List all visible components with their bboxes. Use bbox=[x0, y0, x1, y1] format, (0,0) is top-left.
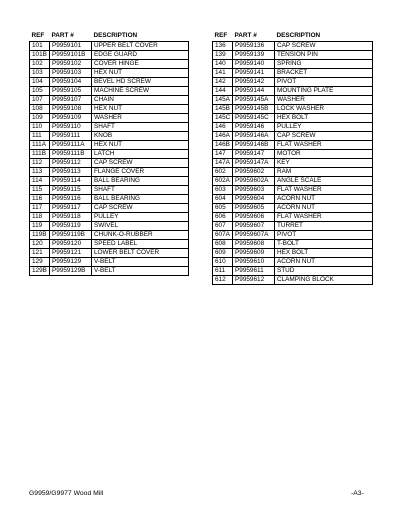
ref-cell: 104 bbox=[30, 78, 50, 87]
description-cell: CHUNK-O-RUBBER bbox=[92, 231, 189, 240]
description-cell: HEX NUT bbox=[92, 141, 189, 150]
ref-cell: 105 bbox=[30, 87, 50, 96]
table-row bbox=[213, 159, 373, 168]
part-number-cell: P9959113 bbox=[50, 168, 92, 177]
table-row bbox=[213, 204, 373, 213]
description-cell: LOCK WASHER bbox=[275, 105, 373, 114]
ref-cell: 115 bbox=[30, 186, 50, 195]
table-row bbox=[30, 87, 189, 96]
description-cell: BRACKET bbox=[275, 69, 373, 78]
description-cell: SPEED LABEL bbox=[92, 240, 189, 249]
part-number-cell: P9959136 bbox=[233, 42, 275, 51]
ref-cell: 602A bbox=[213, 177, 233, 186]
ref-cell: 119 bbox=[30, 222, 50, 231]
table-row bbox=[30, 186, 189, 195]
description-cell: HEX BOLT bbox=[275, 114, 373, 123]
ref-cell: 603 bbox=[213, 186, 233, 195]
ref-cell: 139 bbox=[213, 51, 233, 60]
ref-cell: 604 bbox=[213, 195, 233, 204]
part-number-cell: P9959117 bbox=[50, 204, 92, 213]
table-row bbox=[30, 213, 189, 222]
ref-cell: 610 bbox=[213, 258, 233, 267]
ref-cell: 607 bbox=[213, 222, 233, 231]
table-row bbox=[213, 276, 373, 285]
part-number-cell: P9959144 bbox=[233, 87, 275, 96]
ref-cell: 609 bbox=[213, 249, 233, 258]
table-row bbox=[30, 159, 189, 168]
parts-table-right bbox=[212, 30, 373, 285]
part-number-cell: P9959101 bbox=[50, 42, 92, 51]
part-number-cell: P9959102 bbox=[50, 60, 92, 69]
parts-table-header bbox=[30, 30, 189, 42]
description-cell: KEY bbox=[275, 159, 373, 168]
description-cell: PULLEY bbox=[275, 123, 373, 132]
description-cell: BALL BEARING bbox=[92, 177, 189, 186]
part-number-cell: P9959146B bbox=[233, 141, 275, 150]
part-number-cell: P9959115 bbox=[50, 186, 92, 195]
ref-cell: 108 bbox=[30, 105, 50, 114]
description-cell: LATCH bbox=[92, 150, 189, 159]
ref-cell: 117 bbox=[30, 204, 50, 213]
table-row bbox=[213, 213, 373, 222]
description-cell: CHAIN bbox=[92, 96, 189, 105]
description-cell: T-BOLT bbox=[275, 240, 373, 249]
ref-cell: 102 bbox=[30, 60, 50, 69]
ref-cell: 112 bbox=[30, 159, 50, 168]
table-row bbox=[213, 114, 373, 123]
description-cell: PIVOT bbox=[275, 231, 373, 240]
table-row bbox=[30, 177, 189, 186]
part-number-cell: P9959147A bbox=[233, 159, 275, 168]
part-number-column-header: PART # bbox=[51, 32, 74, 39]
part-number-cell: P9959103 bbox=[50, 69, 92, 78]
ref-cell: 147 bbox=[213, 150, 233, 159]
table-row bbox=[30, 51, 189, 60]
description-cell: ANGLE SCALE bbox=[275, 177, 373, 186]
table-row bbox=[213, 267, 373, 276]
ref-cell: 140 bbox=[213, 60, 233, 69]
table-row bbox=[30, 123, 189, 132]
description-cell: CLAMPING BLOCK bbox=[275, 276, 373, 285]
part-number-cell: P9959109 bbox=[50, 114, 92, 123]
table-row bbox=[213, 60, 373, 69]
ref-cell: 129B bbox=[30, 267, 50, 276]
description-column-header: DESCRIPTION bbox=[276, 32, 321, 39]
description-cell: UPPER BELT COVER bbox=[92, 42, 189, 51]
part-number-cell: P9959118 bbox=[50, 213, 92, 222]
ref-cell: 110 bbox=[30, 123, 50, 132]
ref-cell: 118 bbox=[30, 213, 50, 222]
ref-cell: 103 bbox=[30, 69, 50, 78]
header-row bbox=[30, 30, 189, 42]
part-number-cell: P9959608 bbox=[233, 240, 275, 249]
table-row bbox=[30, 168, 189, 177]
parts-table-body bbox=[30, 42, 189, 276]
description-cell: FLAT WASHER bbox=[275, 186, 373, 195]
part-number-column-header: PART # bbox=[234, 32, 257, 39]
part-number-cell: P9959101B bbox=[50, 51, 92, 60]
description-cell: HEX BOLT bbox=[275, 249, 373, 258]
table-row bbox=[213, 141, 373, 150]
footer-model-name: G9959/G9977 Wood Mill bbox=[29, 490, 104, 497]
table-row bbox=[213, 51, 373, 60]
ref-cell: 101B bbox=[30, 51, 50, 60]
ref-cell: 107 bbox=[30, 96, 50, 105]
parts-table-header bbox=[213, 30, 373, 42]
ref-cell: 146 bbox=[213, 123, 233, 132]
description-cell: MACHINE SCREW bbox=[92, 87, 189, 96]
table-row bbox=[30, 69, 189, 78]
ref-cell: 129 bbox=[30, 258, 50, 267]
part-number-cell: P9959116 bbox=[50, 195, 92, 204]
part-number-cell: P9959147 bbox=[233, 150, 275, 159]
description-cell: TENSION PIN bbox=[275, 51, 373, 60]
ref-cell: 146A bbox=[213, 132, 233, 141]
part-number-cell: P9959140 bbox=[233, 60, 275, 69]
description-cell: WASHER bbox=[275, 96, 373, 105]
ref-cell: 608 bbox=[213, 240, 233, 249]
part-number-cell: P9959145B bbox=[233, 105, 275, 114]
table-row bbox=[213, 177, 373, 186]
ref-cell: 136 bbox=[213, 42, 233, 51]
ref-cell: 606 bbox=[213, 213, 233, 222]
description-cell: MOUNTING PLATE bbox=[275, 87, 373, 96]
description-cell: CAP SCREW bbox=[275, 42, 373, 51]
description-cell: SPRING bbox=[275, 60, 373, 69]
table-row bbox=[213, 240, 373, 249]
table-row bbox=[30, 78, 189, 87]
description-cell: SWIVEL bbox=[92, 222, 189, 231]
ref-cell: 146B bbox=[213, 141, 233, 150]
description-cell: HEX NUT bbox=[92, 69, 189, 78]
description-cell: WASHER bbox=[92, 114, 189, 123]
table-row bbox=[213, 123, 373, 132]
description-cell: PULLEY bbox=[92, 213, 189, 222]
part-number-cell: P9959104 bbox=[50, 78, 92, 87]
part-number-cell: P9959110 bbox=[50, 123, 92, 132]
description-cell: ACORN NUT bbox=[275, 258, 373, 267]
description-cell: HEX NUT bbox=[92, 105, 189, 114]
description-cell: COVER HINGE bbox=[92, 60, 189, 69]
description-cell: FLAT WASHER bbox=[275, 141, 373, 150]
ref-cell: 113 bbox=[30, 168, 50, 177]
part-number-cell: P9959606 bbox=[233, 213, 275, 222]
part-number-cell: P9959609 bbox=[233, 249, 275, 258]
ref-cell: 612 bbox=[213, 276, 233, 285]
part-number-cell: P9959119B bbox=[50, 231, 92, 240]
table-row bbox=[213, 222, 373, 231]
table-row bbox=[30, 60, 189, 69]
description-cell: BEVEL HD SCREW bbox=[92, 78, 189, 87]
table-row bbox=[213, 186, 373, 195]
description-cell: ACORN NUT bbox=[275, 195, 373, 204]
table-row bbox=[30, 132, 189, 141]
table-row bbox=[30, 267, 189, 276]
table-row bbox=[213, 42, 373, 51]
part-number-cell: P9959111 bbox=[50, 132, 92, 141]
part-number-cell: P9959602A bbox=[233, 177, 275, 186]
ref-cell: 145A bbox=[213, 96, 233, 105]
description-cell: EDGE GUARD bbox=[92, 51, 189, 60]
header-row bbox=[213, 30, 373, 42]
part-number-cell: P9959611 bbox=[233, 267, 275, 276]
description-cell: CAP SCREW bbox=[275, 132, 373, 141]
part-number-cell: P9959603 bbox=[233, 186, 275, 195]
part-number-cell: P9959146A bbox=[233, 132, 275, 141]
part-number-cell: P9959607A bbox=[233, 231, 275, 240]
part-number-cell: P9959108 bbox=[50, 105, 92, 114]
ref-cell: 142 bbox=[213, 78, 233, 87]
part-number-cell: P9959602 bbox=[233, 168, 275, 177]
table-row bbox=[213, 87, 373, 96]
table-row bbox=[213, 69, 373, 78]
part-number-cell: P9959145A bbox=[233, 96, 275, 105]
part-number-cell: P9959141 bbox=[233, 69, 275, 78]
table-row bbox=[30, 195, 189, 204]
description-cell: CAP SCREW bbox=[92, 159, 189, 168]
description-cell: PIVOT bbox=[275, 78, 373, 87]
ref-cell: 114 bbox=[30, 177, 50, 186]
ref-cell: 111A bbox=[30, 141, 50, 150]
table-row bbox=[213, 168, 373, 177]
table-row bbox=[213, 78, 373, 87]
ref-cell: 141 bbox=[213, 69, 233, 78]
ref-cell: 111B bbox=[30, 150, 50, 159]
table-row bbox=[30, 96, 189, 105]
table-row bbox=[30, 240, 189, 249]
ref-cell: 145C bbox=[213, 114, 233, 123]
description-cell: TURRET bbox=[275, 222, 373, 231]
ref-column-header: REF bbox=[214, 32, 228, 39]
part-number-cell: P9959139 bbox=[233, 51, 275, 60]
part-number-cell: P9959129B bbox=[50, 267, 92, 276]
description-cell: CAP SCREW bbox=[92, 204, 189, 213]
table-row bbox=[30, 114, 189, 123]
table-row bbox=[30, 42, 189, 51]
ref-cell: 144 bbox=[213, 87, 233, 96]
part-number-cell: P9959114 bbox=[50, 177, 92, 186]
part-number-cell: P9959146 bbox=[233, 123, 275, 132]
ref-cell: 111 bbox=[30, 132, 50, 141]
part-number-cell: P9959610 bbox=[233, 258, 275, 267]
part-number-cell: P9959112 bbox=[50, 159, 92, 168]
table-row bbox=[213, 195, 373, 204]
ref-cell: 611 bbox=[213, 267, 233, 276]
table-row bbox=[213, 132, 373, 141]
table-row bbox=[30, 141, 189, 150]
description-cell: KNOB bbox=[92, 132, 189, 141]
ref-cell: 605 bbox=[213, 204, 233, 213]
description-column-header: DESCRIPTION bbox=[93, 32, 138, 39]
table-row bbox=[213, 96, 373, 105]
part-number-cell: P9959612 bbox=[233, 276, 275, 285]
ref-cell: 116 bbox=[30, 195, 50, 204]
part-number-cell: P9959119 bbox=[50, 222, 92, 231]
table-row bbox=[30, 222, 189, 231]
part-number-cell: P9959145C bbox=[233, 114, 275, 123]
part-number-cell: P9959121 bbox=[50, 249, 92, 258]
table-row bbox=[30, 150, 189, 159]
part-number-cell: P9959604 bbox=[233, 195, 275, 204]
part-number-cell: P9959105 bbox=[50, 87, 92, 96]
table-row bbox=[30, 249, 189, 258]
description-cell: ACORN NUT bbox=[275, 204, 373, 213]
description-cell: V-BELT bbox=[92, 258, 189, 267]
ref-cell: 101 bbox=[30, 42, 50, 51]
ref-cell: 119B bbox=[30, 231, 50, 240]
table-row bbox=[213, 231, 373, 240]
footer-page-number: -A3- bbox=[351, 490, 364, 497]
description-cell: SHAFT bbox=[92, 123, 189, 132]
description-cell: SHAFT bbox=[92, 186, 189, 195]
table-row bbox=[213, 249, 373, 258]
ref-cell: 602 bbox=[213, 168, 233, 177]
part-number-cell: P9959107 bbox=[50, 96, 92, 105]
ref-cell: 121 bbox=[30, 249, 50, 258]
part-number-cell: P9959111B bbox=[50, 150, 92, 159]
description-cell: V-BELT bbox=[92, 267, 189, 276]
table-row bbox=[30, 231, 189, 240]
table-row bbox=[30, 105, 189, 114]
ref-cell: 109 bbox=[30, 114, 50, 123]
description-cell: FLANGE COVER bbox=[92, 168, 189, 177]
part-number-cell: P9959129 bbox=[50, 258, 92, 267]
ref-cell: 147A bbox=[213, 159, 233, 168]
ref-cell: 120 bbox=[30, 240, 50, 249]
table-row bbox=[30, 258, 189, 267]
description-cell: STUD bbox=[275, 267, 373, 276]
part-number-cell: P9959111A bbox=[50, 141, 92, 150]
part-number-cell: P9959142 bbox=[233, 78, 275, 87]
description-cell: BALL BEARING bbox=[92, 195, 189, 204]
ref-column-header: REF bbox=[31, 32, 45, 39]
part-number-cell: P9959607 bbox=[233, 222, 275, 231]
parts-table-left bbox=[29, 30, 189, 276]
table-row bbox=[213, 105, 373, 114]
description-cell: RAM bbox=[275, 168, 373, 177]
ref-cell: 607A bbox=[213, 231, 233, 240]
part-number-cell: P9959120 bbox=[50, 240, 92, 249]
description-cell: FLAT WASHER bbox=[275, 213, 373, 222]
table-row bbox=[213, 258, 373, 267]
ref-cell: 145B bbox=[213, 105, 233, 114]
table-row bbox=[213, 150, 373, 159]
parts-table-body bbox=[213, 42, 373, 285]
table-row bbox=[30, 204, 189, 213]
description-cell: LOWER BELT COVER bbox=[92, 249, 189, 258]
description-cell: MOTOR bbox=[275, 150, 373, 159]
part-number-cell: P9959605 bbox=[233, 204, 275, 213]
